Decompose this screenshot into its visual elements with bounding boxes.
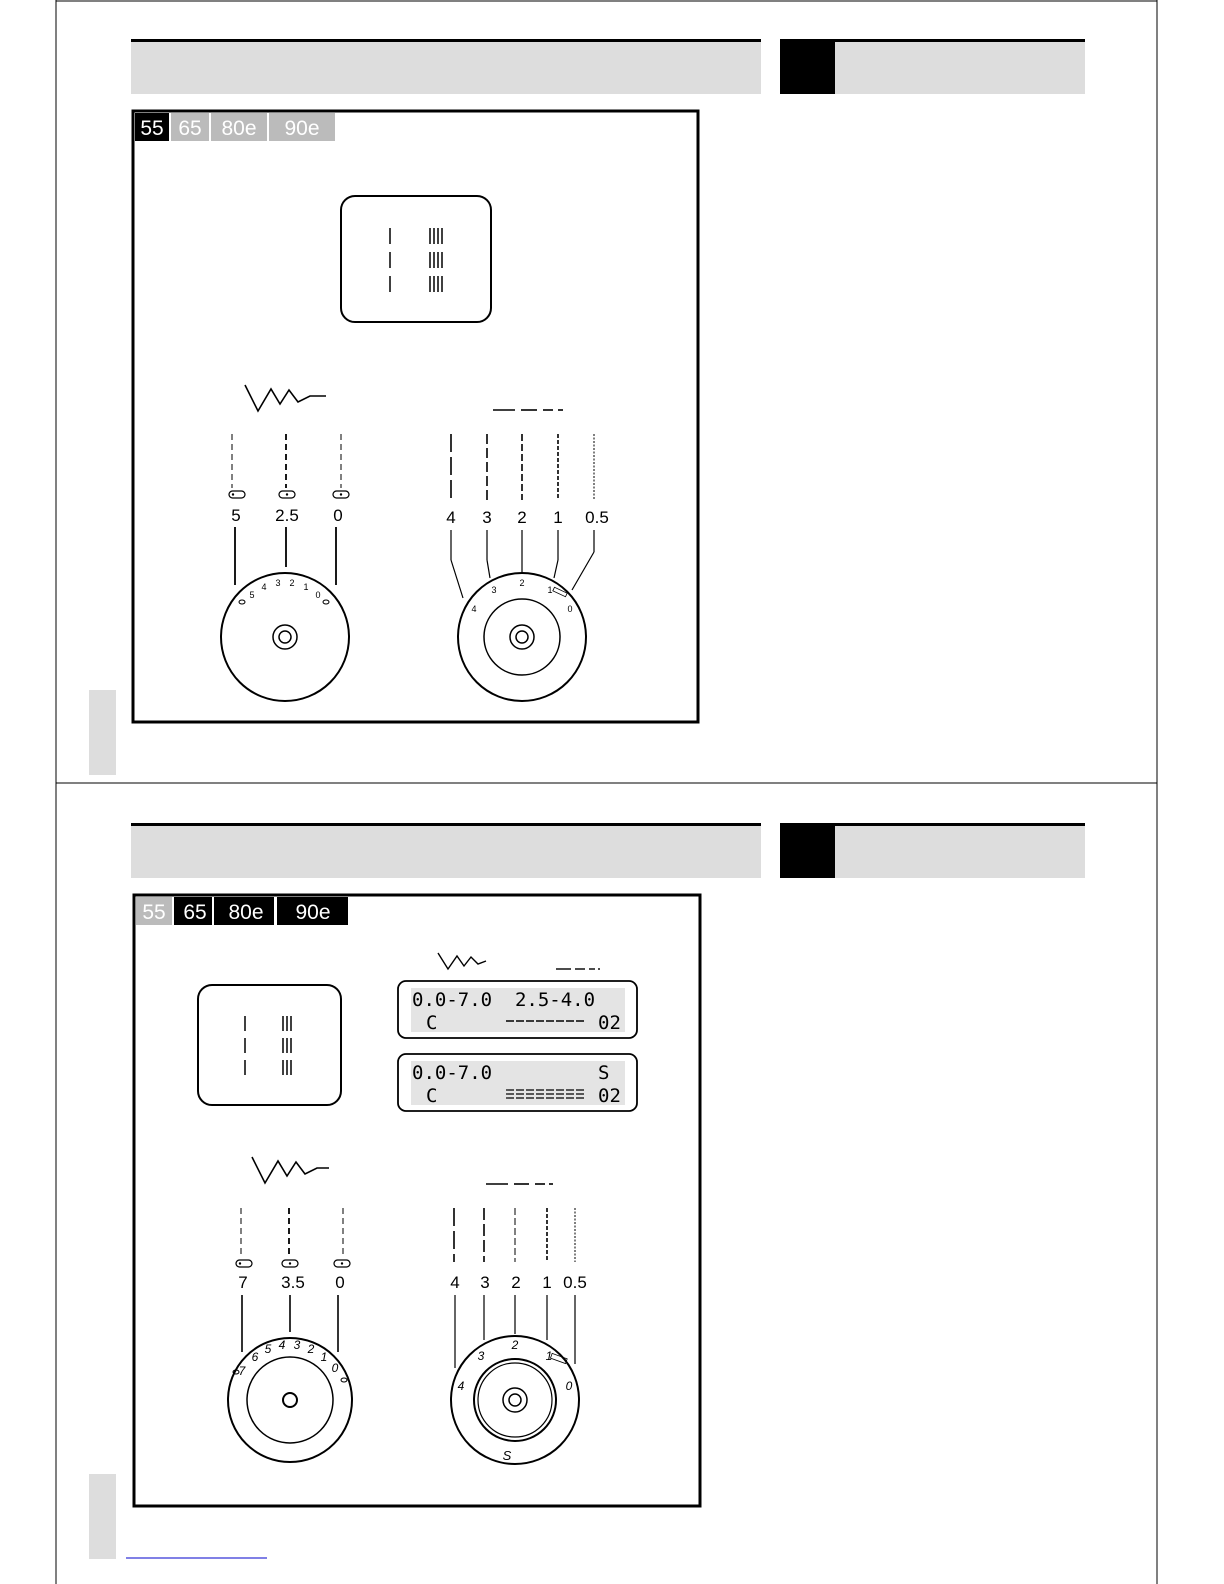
tab-80e: 80e — [228, 901, 264, 924]
len-pos-label: 2 — [517, 508, 527, 527]
zz-scale: 2 — [307, 1342, 315, 1356]
lcd2-line1-left: 0.0-7.0 — [412, 1062, 493, 1084]
tab-65: 65 — [183, 901, 207, 924]
lcd2-line2-right: 02 — [598, 1085, 621, 1107]
length-dial — [458, 573, 586, 701]
chapter-marker — [780, 42, 835, 94]
stitch-window — [198, 985, 341, 1105]
lcd-display-2 — [398, 1054, 637, 1111]
zz-pos-label: 0 — [333, 506, 343, 525]
zz-scale: 2 — [289, 578, 295, 588]
zz-scale: 1 — [303, 582, 309, 592]
len-scale-extra: S — [502, 1448, 512, 1463]
header-bar-main — [131, 40, 761, 94]
chapter-marker — [780, 826, 835, 878]
zz-scale: 5 — [264, 1342, 272, 1356]
zz-pos-label: 5 — [231, 506, 241, 525]
top-page — [89, 39, 1085, 775]
model-tabs — [136, 897, 348, 925]
len-pos-label: 4 — [446, 508, 456, 527]
tab-55: 55 — [142, 901, 166, 924]
len-pos-label: 3 — [480, 1273, 490, 1292]
lcd2-line1-right: S — [598, 1062, 610, 1084]
zz-pos-label: 3.5 — [281, 1273, 305, 1292]
lcd1-line2-left: C — [426, 1012, 438, 1034]
lcd1-line1: 0.0-7.0 2.5-4.0 — [412, 989, 596, 1011]
zz-scale: 5 — [249, 590, 255, 600]
zz-scale: 0 — [331, 1361, 339, 1375]
len-scale: 3 — [477, 1349, 485, 1363]
len-pos-label: 0.5 — [563, 1273, 587, 1292]
tab-55: 55 — [140, 117, 164, 140]
zz-pos-label: 7 — [238, 1273, 248, 1292]
zz-scale: 6 — [251, 1350, 259, 1364]
stitch-window-frame — [198, 985, 341, 1105]
zz-scale: 4 — [278, 1338, 286, 1352]
zz-pos-label: 2.5 — [275, 506, 299, 525]
zz-scale: 3 — [293, 1338, 301, 1352]
len-scale: 2 — [511, 1338, 519, 1352]
lcd-display-1 — [398, 981, 637, 1038]
lcd2-line2-left: C — [426, 1085, 438, 1107]
len-scale: 2 — [519, 578, 525, 588]
len-scale: 3 — [491, 585, 497, 595]
header-bar-main — [131, 824, 761, 878]
zz-pos-label: 0 — [335, 1273, 345, 1292]
len-scale: 0 — [565, 1379, 573, 1393]
tab-65: 65 — [178, 117, 202, 140]
len-pos-label: 1 — [553, 508, 563, 527]
zz-scale: 0 — [315, 590, 321, 600]
tab-80e: 80e — [221, 117, 257, 140]
len-scale: 0 — [567, 604, 573, 614]
zz-scale: 3 — [275, 578, 281, 588]
len-scale: 1 — [547, 585, 553, 595]
tab-90e: 90e — [284, 117, 320, 140]
zigzag-dial — [221, 573, 349, 701]
len-pos-label: 2 — [511, 1273, 521, 1292]
len-scale: 4 — [471, 604, 477, 614]
len-scale: 4 — [457, 1379, 465, 1393]
zz-scale: 7 — [238, 1364, 246, 1378]
stitch-window — [341, 196, 491, 322]
tab-90e: 90e — [295, 901, 331, 924]
len-scale: 1 — [545, 1349, 553, 1363]
header-bar-main-rule — [131, 823, 761, 826]
model-tabs — [135, 113, 335, 141]
bottom-page — [89, 823, 1085, 1559]
side-thumb-tab — [89, 1474, 116, 1559]
zz-scale: 4 — [261, 582, 267, 592]
header-bar-main-rule — [131, 39, 761, 42]
header-bar-side-rule — [780, 39, 1085, 42]
lcd1-line2-right: 02 — [598, 1012, 621, 1034]
side-thumb-tab — [89, 690, 116, 775]
header-bar-side-rule — [780, 823, 1085, 826]
len-pos-label: 3 — [482, 508, 492, 527]
length-dial — [451, 1336, 579, 1464]
len-pos-label: 0.5 — [585, 508, 609, 527]
len-pos-label: 4 — [450, 1273, 460, 1292]
zz-scale: 1 — [320, 1350, 328, 1364]
stitch-window-frame — [341, 196, 491, 322]
zigzag-dial — [228, 1338, 352, 1462]
len-pos-label: 1 — [542, 1273, 552, 1292]
